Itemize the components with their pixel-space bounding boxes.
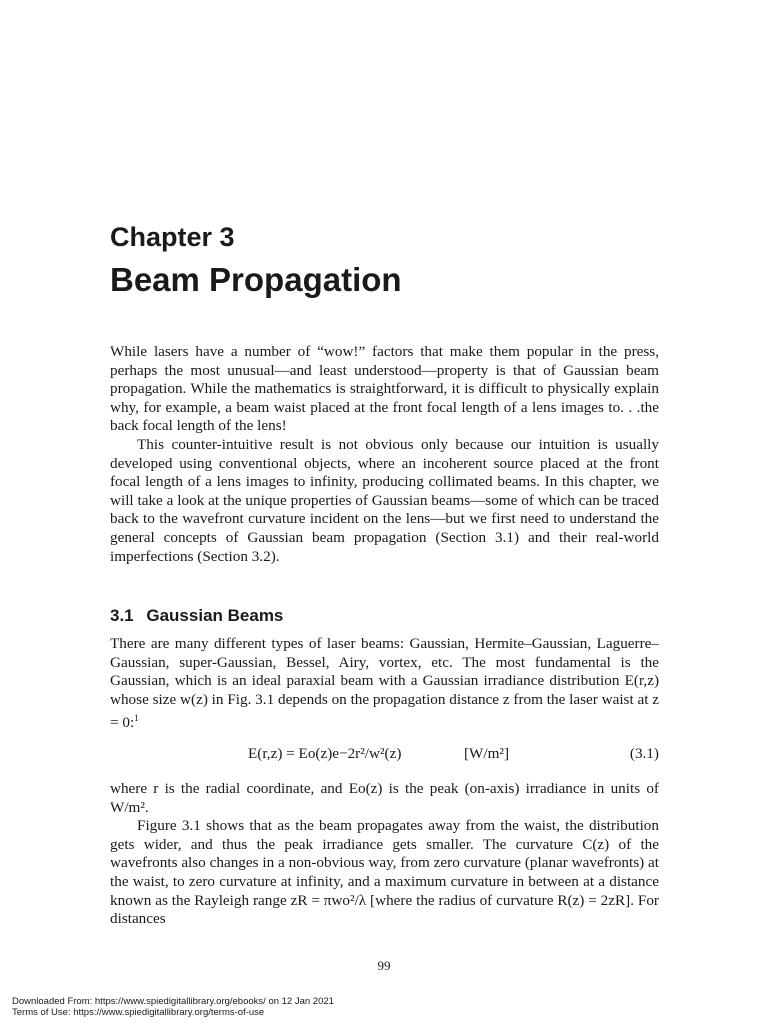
section-title: Gaussian Beams bbox=[146, 606, 284, 625]
intro-paragraph-2: This counter-intuitive result is not obvious only because our intuition is usually developed using conventional objects, where an incoherent source placed at the front focal length of a lens images to infinity, producing collimated beams. In this chapter, we will take a look at the unique properties of Gaussian beams—some of which can be traced back to the wavefront curvature incident on the lens—but we first need to understand the general concepts of Gaussian beam propagation (Section 3.1) and their real-world imperfections (Section 3.2). bbox=[110, 435, 659, 565]
section-paragraph-3: Figure 3.1 shows that as the beam propagates away from the waist, the distribution gets wider, and thus the peak irradiance gets smaller. The curvature C(z) of the wavefronts also changes in a non-obvious way, from zero curvature (planar wavefronts) at the waist, to zero curvature at infinity, and a maximum curvature in between at a distance known as the Rayleigh range zR = πwo²/λ [where the radius of curvature R(z) = 2zR]. For distances bbox=[110, 817, 659, 928]
page-number: 99 bbox=[377, 958, 391, 973]
footnote-marker: 1 bbox=[134, 713, 139, 724]
footer-terms-line: Terms of Use: https://www.spiedigitallibrary.org/terms-of-use bbox=[12, 1007, 265, 1018]
section-paragraph-1 bbox=[110, 635, 659, 733]
section-number: 3.1 bbox=[110, 606, 134, 625]
equation-number: (3.1) bbox=[629, 745, 659, 762]
intro-section bbox=[110, 343, 659, 566]
section-paragraph-2: where r is the radial coordinate, and Eo(z) is the peak (on-axis) irradiance in units of W/m². bbox=[110, 780, 659, 816]
intro-paragraph-1: While lasers have a number of “wow!” factors that make them popular in the press, perhaps the most unusual—and least understood—property is that of Gaussian beam propagation. While the mathematics is straightforward, it is difficult to physically explain why, for example, a beam waist placed at the front focal length of a lens images to. . .the back focal length of the lens! bbox=[110, 343, 659, 435]
equation-formula: E(r,z) = Eo(z)e−2r²/w²(z) bbox=[248, 745, 402, 762]
footer-download-line: Downloaded From: https://www.spiedigitallibrary.org/ebooks/ on 12 Jan 2021 bbox=[12, 996, 334, 1007]
equation-3-1 bbox=[110, 744, 659, 766]
section-continuation bbox=[110, 780, 659, 929]
equation-units: [W/m²] bbox=[464, 745, 510, 762]
section-heading bbox=[110, 606, 283, 626]
chapter-label: Chapter 3 bbox=[110, 222, 235, 252]
section-paragraph-1-block bbox=[110, 635, 659, 733]
section-paragraph-1-text: There are many different types of laser beams: Gaussian, Hermite–Gaussian, Laguerre–Gaussian, super-Gaussian, Bessel, Airy, vortex, etc. The most fundamental is the Gaussian, which is an ideal paraxial beam with a Gaussian irradiance distribution E(r,z) whose size w(z) in Fig. 3.1 depends on the propagation distance z from the laser waist at z = 0: bbox=[110, 635, 659, 732]
chapter-title: Beam Propagation bbox=[110, 261, 402, 298]
